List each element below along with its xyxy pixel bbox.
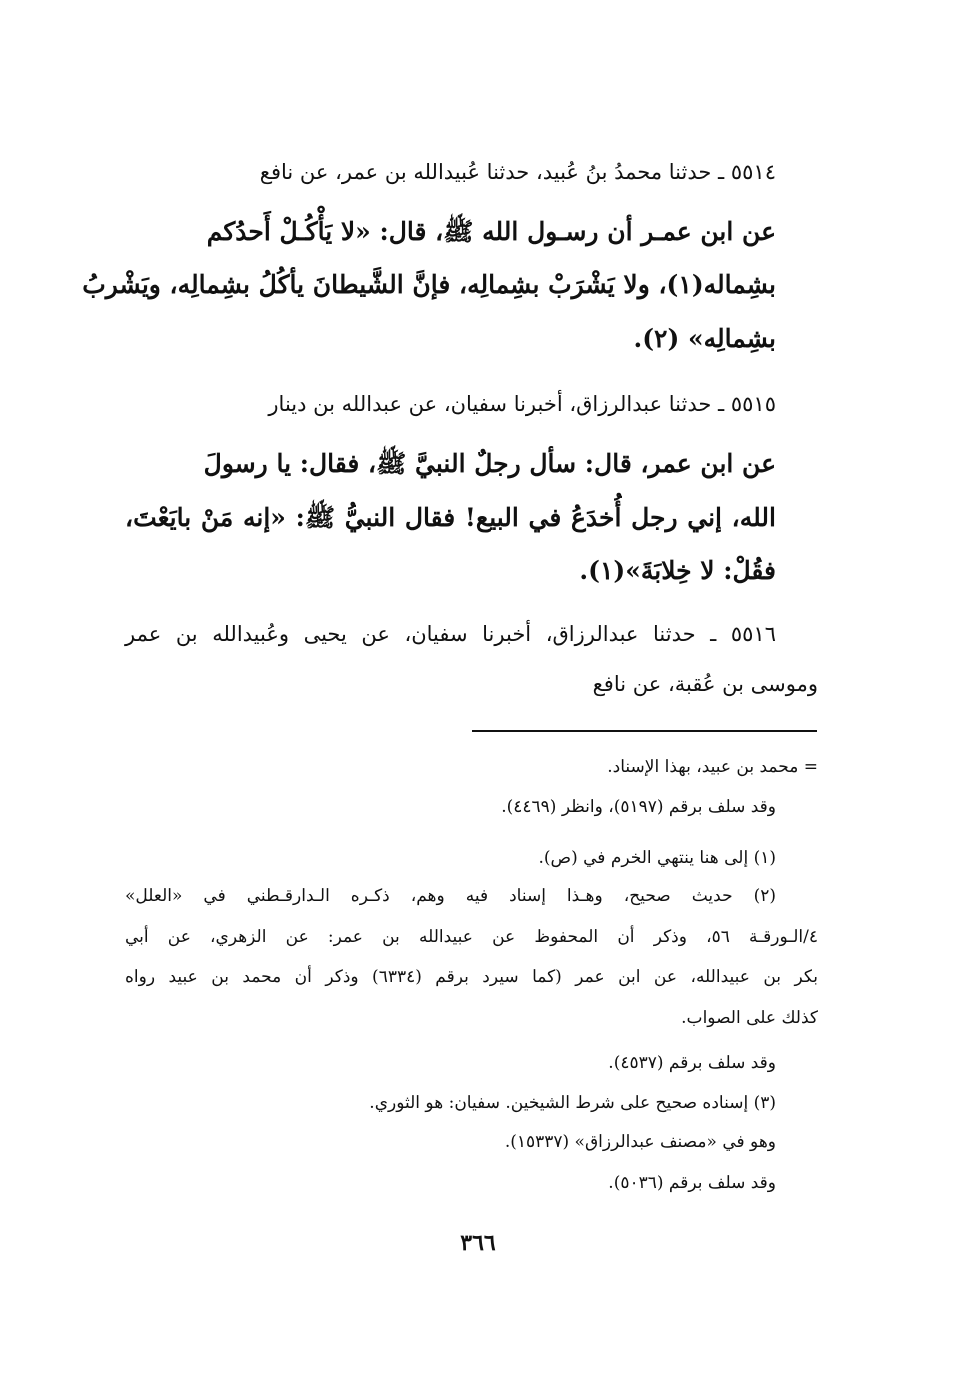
hadith-5516-isnad-line-1: ٥٥١٦ ـ حدثنا عبدالرزاق، أخبرنا سفيان، عن يحيى وعُبيدالله بن عمر (125, 622, 776, 646)
footnote-line-11: وقد سلف برقم (٥٠٣٦). (608, 1173, 776, 1193)
footnote-line-5: ٤/الـورقـة ٥٦، وذكر أن المحفوظ عن عبيدالله بن عمر: عن الزهري، عن أبي (125, 927, 819, 947)
hadith-5515-matn-line-3: فقُلْ: لا خِلابَةَ»(١). (579, 556, 776, 585)
footnote-line-10: وهو في «مصنف عبدالرزاق» (١٥٣٣٧). (504, 1132, 776, 1152)
hadith-5514-isnad: ٥٥١٤ ـ حدثنا محمدُ بنُ عُبيد، حدثنا عُبيدالله بن عمر، عن نافع (259, 160, 776, 184)
footnote-line-2: وقد سلف برقم (٥١٩٧)، وانظر (٤٤٦٩). (501, 797, 776, 817)
footnote-line-9: (٣) إسناده صحيح على شرط الشيخين. سفيان: هو الثوري. (369, 1093, 776, 1113)
hadith-5514-matn-line-2: بشِماله(١)، ولا يَشْرَبْ بشِمالِه، فإنَّ الشَّيطانَ يأكُلُ بشِمالِه، ويَشْربُ (82, 270, 776, 299)
hadith-5514-matn-line-1: عن ابن عمـر أن رسـول الله ﷺ، قال: «لا يَأْكُـلْ أَحدُكم (206, 217, 776, 246)
footnote-line-1: = محمد بن عبيد، بهذا الإسناد. (607, 757, 818, 777)
hadith-5514-matn-line-3: بشِمالِه» (٢). (633, 324, 776, 353)
footnote-line-4: (٢) حديث صحيح، وهـذا إسناد فيه وهم، ذكـره الـدارقـطني في «العلل» (125, 886, 776, 906)
hadith-5515-matn-line-2: الله، إني رجل أُخدَعُ في البيع! فقال النبيُّ ﷺ: «إنه مَنْ بايَعْتَ، (125, 503, 776, 532)
footnote-separator (472, 730, 817, 732)
hadith-5515-matn-line-1: عن ابن عمر، قال: سأل رجلٌ النبيَّ ﷺ، فقال: يا رسولَ (203, 449, 776, 478)
page-number: ٣٦٦ (460, 1230, 496, 1256)
footnote-line-3: (١) إلى هنا ينتهي الخرم في (ص). (538, 848, 776, 868)
hadith-5516-isnad-line-2: وموسى بن عُقبة، عن نافع (592, 672, 818, 696)
footnote-line-8: وقد سلف برقم (٤٥٣٧). (608, 1053, 776, 1073)
footnote-line-6: بكر بن عبيدالله، عن ابن عمر (كما سيرد برقم (٦٣٣٤) وذكر أن محمد بن عبيد رواه (125, 967, 818, 987)
footnote-line-7: كذلك على الصواب. (681, 1008, 818, 1028)
hadith-5515-isnad: ٥٥١٥ ـ حدثنا عبدالرزاق، أخبرنا سفيان، عن عبدالله بن دينار (268, 392, 776, 416)
